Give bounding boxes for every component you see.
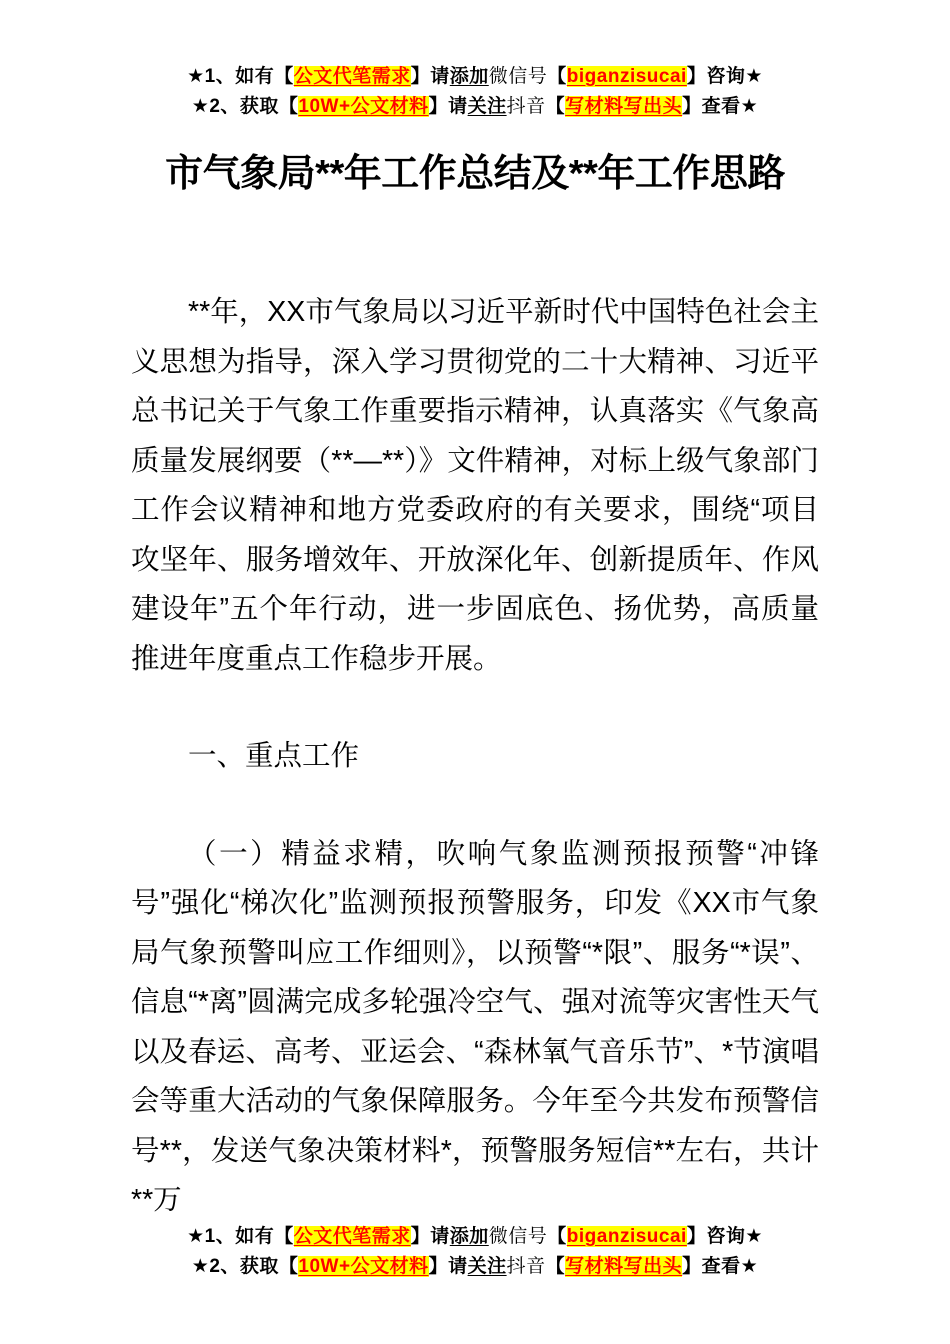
promo-text: 【 [547,1226,567,1247]
promo-header [0,0,950,122]
promo-footer [0,1222,950,1282]
promo-highlight-douyin-id: 写材料写出头 [565,1256,683,1277]
promo-text: ★1、如有【 [187,66,294,87]
promo-footer-line-2 [0,1252,950,1282]
promo-highlight-wechat-id: biganzisucai [566,1226,687,1247]
section-heading-key-work: 一、重点工作 [188,740,360,772]
document-title: 市气象局**年工作总结及**年工作思路 [165,153,785,195]
promo-header-line-1 [0,62,950,92]
promo-text: 】查看★ [682,96,759,117]
promo-text: 】请 [410,66,450,87]
promo-text: 【 [545,96,566,117]
promo-highlight-douyin-id: 写材料写出头 [565,96,683,117]
promo-text: 】请 [410,1226,450,1247]
promo-underline-follow: 关注 [467,96,507,117]
promo-text: 抖音 [506,96,546,117]
promo-text: ★1、如有【 [187,1226,294,1247]
body-paragraph-2: （一）精益求精，吹响气象监测预报预警“冲锋号”强化“梯次化”监测预报预警服务，印发《XX市气象局气象预警叫应工作细则》，以预警“*限”、服务“*误”、信息“*离”圆满完成多轮强冷空气、强对流等灾害性天气以及春运、高考、亚运会、“森林氧气音乐节”、*节演唱会等重大活动的气象保障服务。今年至今共发布预警信号**，发送气象决策材料*，预警服务短信**左右，共计**万 [131,837,819,1216]
promo-underline-add: 添加 [449,66,489,87]
promo-highlight-writing-service: 公文代笔需求 [293,66,411,87]
promo-text: 【 [547,66,567,87]
promo-footer-line-1 [0,1222,950,1252]
promo-header-line-2 [0,92,950,122]
promo-text: ★2、获取【 [191,1256,299,1277]
promo-text: 微信号 [488,66,548,87]
body-paragraph-1: **年，XX市气象局以习近平新时代中国特色社会主义思想为指导，深入学习贯彻党的二十大精神、习近平总书记关于气象工作重要指示精神，认真落实《气象高质量发展纲要（**—**）》文件精神，对标上级气象部门工作会议精神和地方党委政府的有关要求，围绕“项目攻坚年、服务增效年、开放深化年、创新提质年、作风建设年”五个年行动，进一步固底色、扬优势，高质量推进年度重点工作稳步开展。 [131,296,819,675]
promo-text: 抖音 [506,1256,546,1277]
promo-underline-add: 添加 [449,1226,489,1247]
promo-highlight-writing-service: 公文代笔需求 [293,1226,411,1247]
promo-text: ★2、获取【 [191,96,299,117]
promo-highlight-materials: 10W+公文材料 [298,1256,429,1277]
promo-text: 】请 [428,96,468,117]
promo-text: 【 [545,1256,566,1277]
promo-underline-follow: 关注 [467,1256,507,1277]
promo-text: 】咨询★ [686,1226,763,1247]
promo-highlight-wechat-id: biganzisucai [566,66,687,87]
promo-text: 】查看★ [682,1256,759,1277]
promo-highlight-materials: 10W+公文材料 [298,96,429,117]
promo-text: 】请 [428,1256,468,1277]
promo-text: 】咨询★ [686,66,763,87]
promo-text: 微信号 [488,1226,548,1247]
